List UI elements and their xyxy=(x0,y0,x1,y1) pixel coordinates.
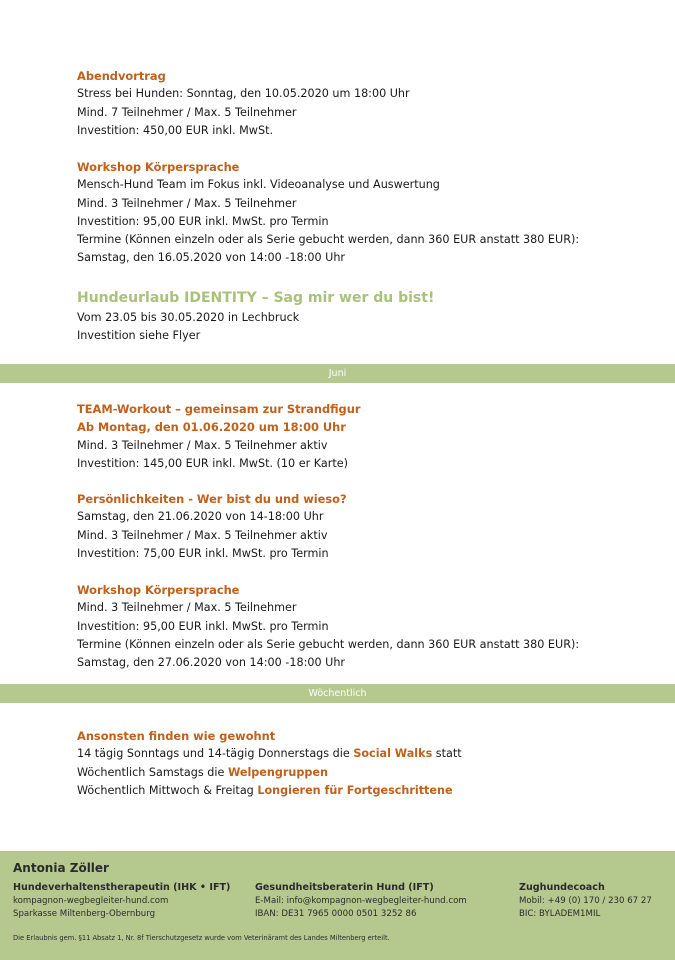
footer-website[interactable]: kompagnon-wegbegleiter-hund.com xyxy=(13,896,169,906)
text-line xyxy=(77,782,657,800)
text-line xyxy=(77,745,657,763)
text-line: Investition: 95,00 EUR inkl. MwSt. pro Termin xyxy=(77,619,329,633)
text-line: Mind. 3 Teilnehmer / Max. 5 Teilnehmer xyxy=(77,601,297,615)
section-hundeurlaub xyxy=(77,287,657,346)
text-line: Mind. 3 Teilnehmer / Max. 5 Teilnehmer aktiv xyxy=(77,438,328,452)
highlight-welpengruppen: Welpengruppen xyxy=(227,765,328,779)
section-title: TEAM-Workout – gemeinsam zur Strandfigur xyxy=(77,402,361,416)
text-line: Investition: 95,00 EUR inkl. MwSt. pro Termin xyxy=(77,214,329,228)
footer-name: Antonia Zöller xyxy=(13,861,109,875)
text-line: Samstag, den 16.05.2020 von 14:00 -18:00 Uhr xyxy=(77,251,346,265)
text-line: Termine (Können einzeln oder als Serie gebucht werden, dann 360 EUR anstatt 380 EUR): xyxy=(77,233,580,247)
band-woechentlich: Wöchentlich xyxy=(0,684,675,703)
text-line: Vom 23.05 bis 30.05.2020 in Lechbruck xyxy=(77,311,300,324)
footer-title: Hundeverhaltenstherapeutin (IHK • IFT) xyxy=(13,882,231,893)
section-team-workout xyxy=(77,400,657,473)
text-line: Mind. 7 Teilnehmer / Max. 5 Teilnehmer xyxy=(77,105,297,119)
footer-column-3 xyxy=(519,881,652,920)
month-band-juni: Juni xyxy=(0,364,675,383)
text-line: Investition siehe Flyer xyxy=(77,329,201,343)
section-title: Hundeurlaub IDENTITY – Sag mir wer du bist! xyxy=(77,290,435,306)
text-line: Investition: 450,00 EUR inkl. MwSt. xyxy=(77,123,274,137)
text-line: Stress bei Hunden: Sonntag, den 10.05.2020 um 18:00 Uhr xyxy=(77,87,410,101)
text-line: Samstag, den 27.06.2020 von 14:00 -18:00 Uhr xyxy=(77,656,346,670)
text-line: Mind. 3 Teilnehmer / Max. 5 Teilnehmer aktiv xyxy=(77,528,328,542)
section-abendvortrag xyxy=(77,67,657,140)
footer-phone[interactable]: Mobil: +49 (0) 170 / 230 67 27 xyxy=(519,896,652,906)
footer-email[interactable]: E-Mail: info@kompagnon-wegbegleiter-hund.com xyxy=(255,896,467,906)
footer xyxy=(0,851,675,960)
text-line: Investition: 145,00 EUR inkl. MwSt. (10 er Karte) xyxy=(77,456,348,470)
footer-title: Zughundecoach xyxy=(519,882,605,893)
text-line xyxy=(77,764,657,782)
text-plain: Wöchentlich Samstags die xyxy=(77,765,228,779)
footer-column-2 xyxy=(255,881,467,920)
footer-legal-note: Die Erlaubnis gem. §11 Absatz 1, Nr. 8f Tierschutzgesetz wurde vom Veterinäramt des Landes Miltenberg erteilt. xyxy=(13,934,390,942)
section-workshop-juni xyxy=(77,581,657,672)
text-line: Mensch-Hund Team im Fokus inkl. Videoanalyse und Auswertung xyxy=(77,178,440,192)
highlight-social-walks: Social Walks xyxy=(353,747,433,761)
text-plain: Wöchentlich Mittwoch & Freitag xyxy=(77,783,258,797)
section-workshop-mai xyxy=(77,158,657,268)
section-title: Ansonsten finden wie gewohnt xyxy=(77,729,276,743)
section-persoenlichkeiten xyxy=(77,490,657,563)
footer-title: Gesundheitsberaterin Hund (IFT) xyxy=(255,882,434,893)
text-plain: statt xyxy=(432,747,462,761)
section-title: Persönlichkeiten - Wer bist du und wieso? xyxy=(77,492,347,506)
highlight-longieren: Longieren für Fortgeschrittene xyxy=(257,783,453,797)
text-line: Samstag, den 21.06.2020 von 14-18:00 Uhr xyxy=(77,510,324,524)
footer-column-1 xyxy=(13,881,230,920)
footer-iban: IBAN: DE31 7965 0000 0501 3252 86 xyxy=(255,908,417,919)
section-title: Abendvortrag xyxy=(77,69,166,83)
section-subtitle: Ab Montag, den 01.06.2020 um 18:00 Uhr xyxy=(77,420,346,435)
text-line: Investition: 75,00 EUR inkl. MwSt. pro Termin xyxy=(77,546,329,560)
text-line: Termine (Können einzeln oder als Serie gebucht werden, dann 360 EUR anstatt 380 EUR): xyxy=(77,637,580,651)
footer-bank: Sparkasse Miltenberg-Obernburg xyxy=(13,908,156,919)
text-plain: 14 tägig Sonntags und 14-tägig Donnerstags die xyxy=(77,747,354,761)
section-title: Workshop Körpersprache xyxy=(77,583,240,597)
section-ansonsten xyxy=(77,727,657,800)
text-line: Mind. 3 Teilnehmer / Max. 5 Teilnehmer xyxy=(77,196,297,210)
section-title: Workshop Körpersprache xyxy=(77,160,240,174)
footer-bic: BIC: BYLADEM1MIL xyxy=(519,908,601,919)
